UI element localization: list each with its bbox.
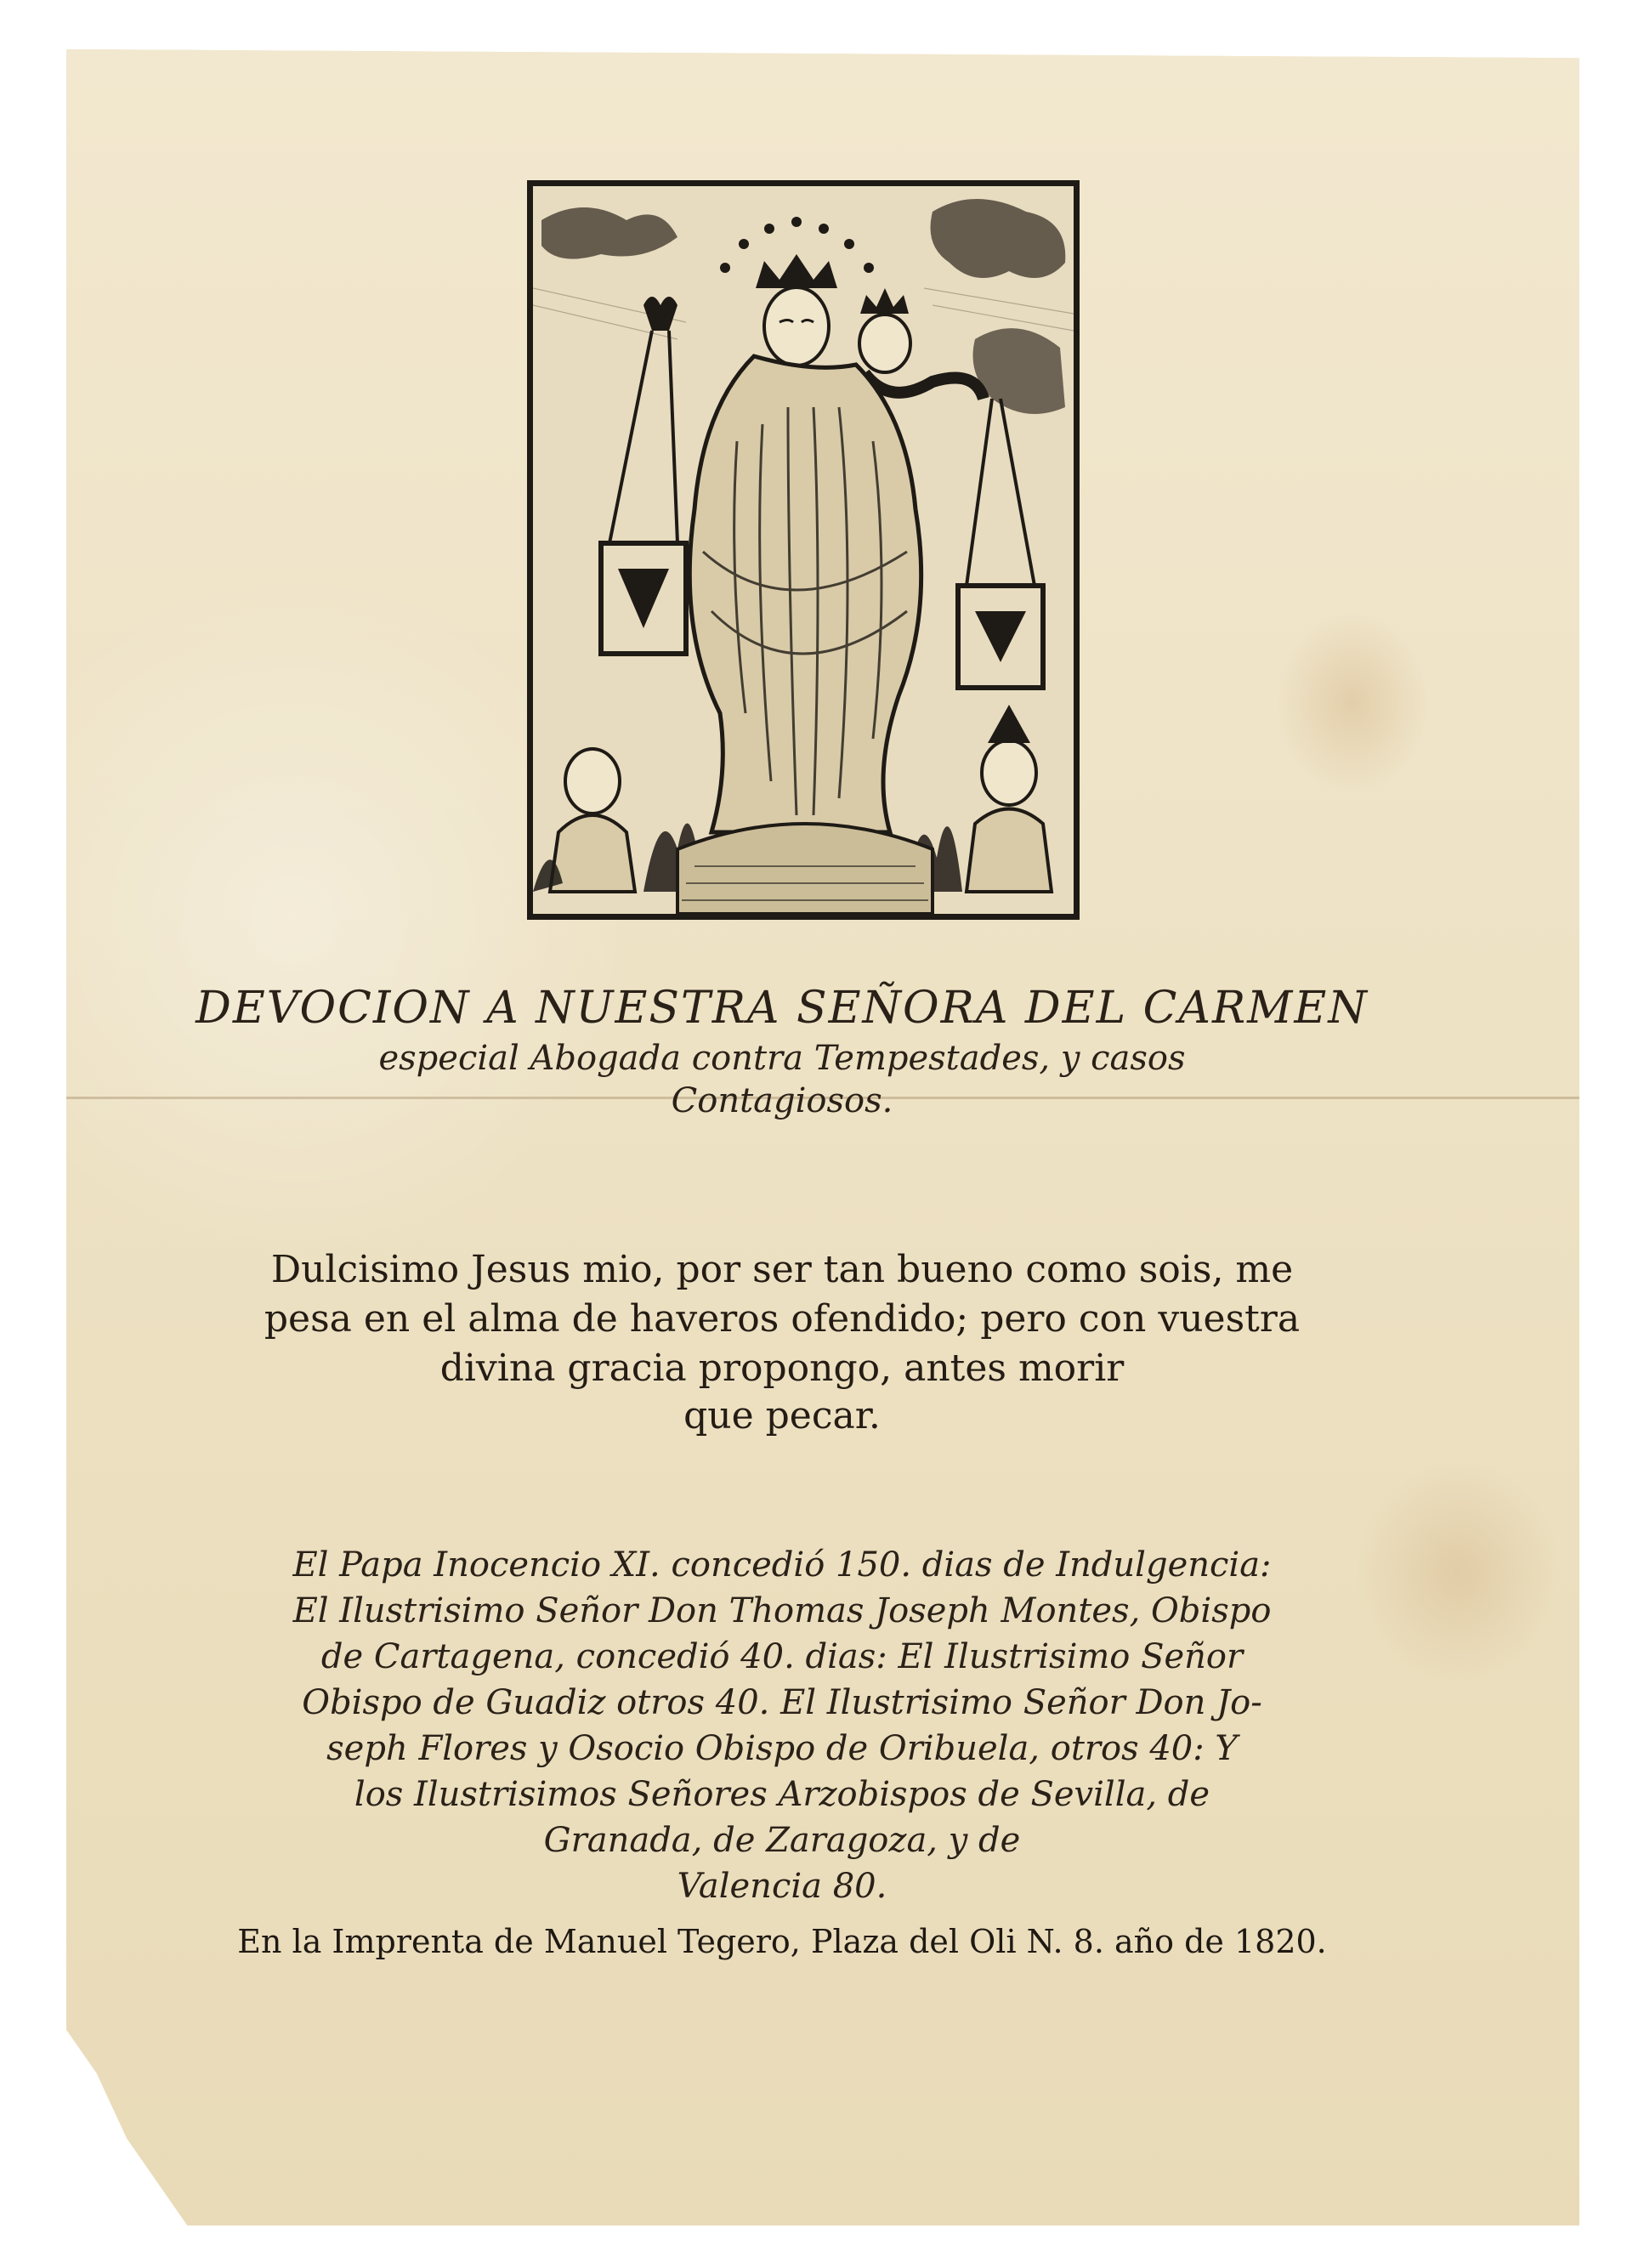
prayer-line: Dulcisimo Jesus mio, por ser tan bueno como sois, me	[270, 1248, 1294, 1291]
indulgence-line: Granada, de Zaragoza, y de	[543, 1821, 1021, 1860]
virgin-of-carmen-woodcut-icon	[533, 186, 1074, 914]
devotion-title: DEVOCION A NUESTRA SEÑORA DEL CARMEN	[196, 983, 1369, 1034]
indulgence-line: los Ilustrisimos Señores Arzobispos de Sevilla, de	[354, 1775, 1210, 1814]
prayer-line: que pecar.	[683, 1394, 881, 1437]
prayer-line: pesa en el alma de haveros ofendido; pero con vuestra	[264, 1297, 1301, 1341]
woodcut-illustration	[527, 180, 1080, 920]
prayer-line: divina gracia propongo, antes morir	[439, 1347, 1125, 1390]
devotion-subtitle: especial Abogada contra Tempestades, y casos	[378, 1039, 1186, 1078]
printer-imprint: En la Imprenta de Manuel Tegero, Plaza del Oli N. 8. año de 1820.	[237, 1923, 1327, 1960]
indulgence-line: seph Flores y Osocio Obispo de Oribuela, otros 40: Y	[326, 1729, 1238, 1768]
indulgence-line: Valencia 80.	[677, 1867, 887, 1906]
indulgence-line: El Ilustrisimo Señor Don Thomas Joseph Montes, Obispo	[292, 1591, 1272, 1630]
devotion-subtitle-continued: Contagiosos.	[671, 1081, 893, 1120]
indulgence-line: de Cartagena, concedió 40. dias: El Ilustrisimo Señor	[320, 1637, 1244, 1676]
indulgence-line: Obispo de Guadiz otros 40. El Ilustrisimo Señor Don Jo-	[302, 1683, 1262, 1722]
indulgence-line: El Papa Inocencio XI. concedió 150. dias de Indulgencia:	[292, 1545, 1272, 1585]
